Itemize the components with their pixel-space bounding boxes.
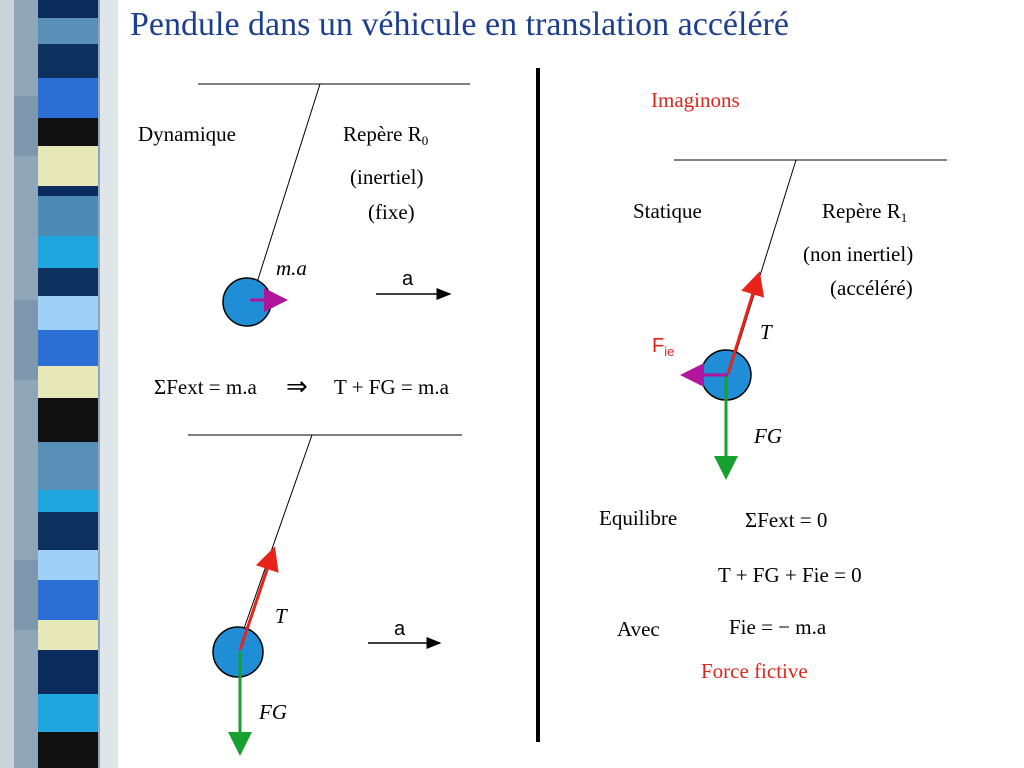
imagine-label: Imaginons — [651, 88, 740, 112]
fictive-force-symbol: F — [652, 335, 665, 357]
acceleration-label-top: a — [402, 268, 414, 290]
fictive-force-caption: Force fictive — [701, 659, 808, 683]
frame-state-fixed: (fixe) — [368, 200, 415, 224]
sum-forces-equation-right: ΣFext = 0 — [745, 508, 828, 532]
sum-forces-equation-left: ΣFext = m.a — [154, 375, 257, 399]
tension-label-right: T — [760, 320, 772, 344]
acceleration-label-bottom: a — [394, 618, 406, 640]
implies-icon: ⇒ — [286, 372, 308, 401]
tension-label-left: T — [275, 604, 287, 628]
frame-label-r0-index: 0 — [421, 133, 429, 148]
weight-label-right: FG — [754, 424, 782, 448]
frame-type-inertial: (inertiel) — [350, 165, 424, 189]
frame-label-r1 — [822, 199, 907, 226]
frame-label-r1-index: 1 — [900, 210, 908, 225]
fictive-force-index: ie — [664, 344, 675, 359]
frame-label-r0-text: Repère R — [343, 122, 422, 146]
frame-type-non-inertial: (non inertiel) — [803, 242, 914, 266]
force-balance-equation-right: T + FG + Fie = 0 — [718, 563, 862, 587]
static-label: Statique — [633, 199, 702, 223]
fictive-force-label — [652, 335, 674, 359]
frame-label-r0 — [343, 122, 428, 149]
pendulum-bob-bottom-left — [213, 627, 263, 677]
equilibrium-label: Equilibre — [599, 506, 678, 530]
frame-label-r1-text: Repère R — [822, 199, 901, 223]
ma-label: m.a — [276, 256, 307, 280]
fictive-force-equation: Fie = − m.a — [729, 615, 827, 639]
force-balance-equation-left: T + FG = m.a — [334, 375, 449, 399]
weight-label-left: FG — [259, 700, 287, 724]
dynamic-label: Dynamique — [138, 122, 236, 146]
with-label: Avec — [617, 617, 660, 641]
pendulum-bob-top-left — [223, 278, 271, 326]
frame-state-accelerated: (accéléré) — [830, 276, 913, 300]
page-title: Pendule dans un véhicule en translation accéléré — [130, 6, 789, 43]
